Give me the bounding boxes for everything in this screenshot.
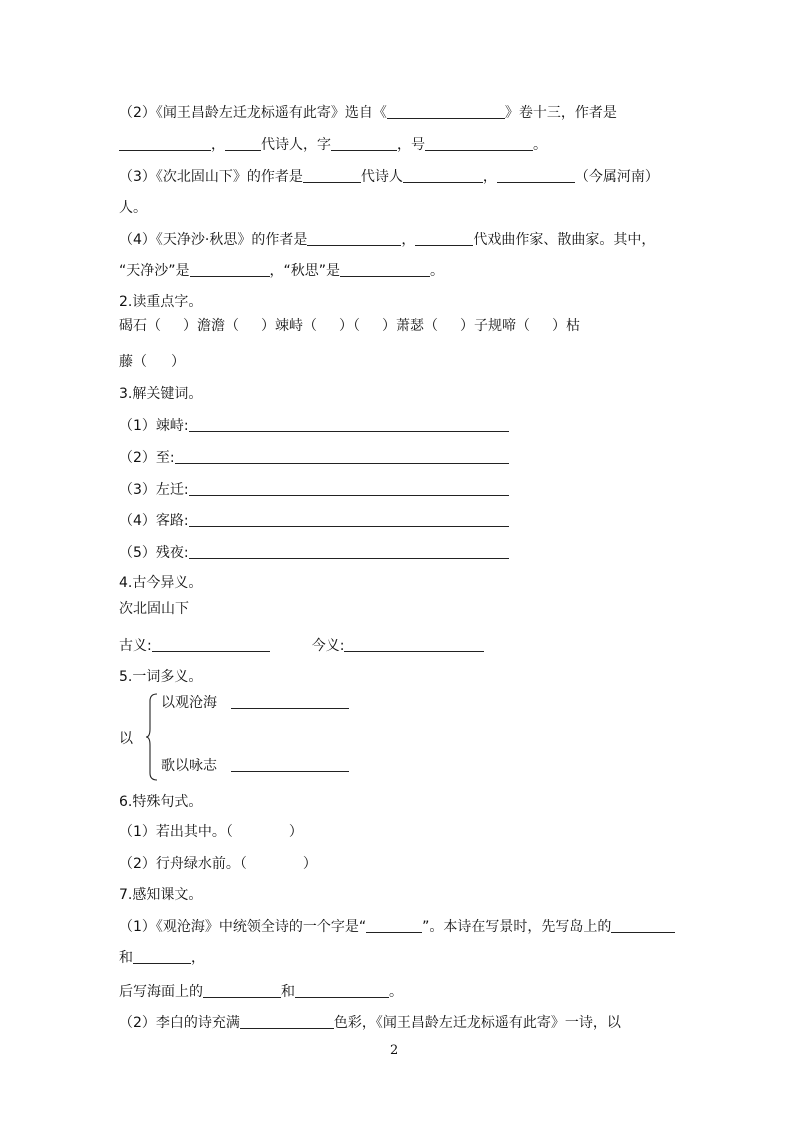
q7-line-3: 后写海面上的 和 。	[119, 984, 403, 1000]
blank-place-3[interactable]	[497, 167, 575, 183]
curly-brace-icon	[145, 693, 159, 781]
q1-line-2: （2）《闻王昌龄左迁龙标遥有此寄》选自《 》卷十三，作者是	[119, 105, 617, 121]
q5-word: 以	[119, 731, 133, 747]
q4-poem: 次北固山下	[119, 601, 189, 617]
blank-sobriquet[interactable]	[425, 135, 533, 151]
blank-island-scene-1[interactable]	[611, 917, 675, 933]
q7-line-4: （2）李白的诗充满 色彩，《闻王昌龄左迁龙标遥有此寄》一诗，以	[119, 1015, 621, 1031]
q3-item-3: （3）左迁:	[119, 480, 509, 500]
q5-sentence-2: 歌以咏志	[161, 756, 349, 776]
blank-author-4[interactable]	[307, 230, 401, 246]
answer-line-2[interactable]	[175, 448, 509, 464]
q4-meanings: 古义: 今义:	[119, 636, 484, 656]
q3-item-1: （1）竦峙:	[119, 416, 509, 436]
q3-item-2: （2）至:	[119, 448, 509, 468]
blank-modern-meaning[interactable]	[344, 636, 484, 652]
q1-line-3b: 人。	[119, 200, 147, 216]
q3-title: 3.解关键词。	[119, 386, 203, 402]
q3-item-5: （5）残夜:	[119, 543, 509, 563]
q2-line-1: 碣石（ ）澹澹（ ）竦峙（ ）（ ）萧瑟（ ）子规啼（ ）枯	[119, 318, 580, 334]
q7-line-2: 和 ，	[119, 950, 205, 966]
q2-line-2: 藤（ ）	[119, 354, 185, 370]
blank-meaning-2[interactable]	[231, 756, 349, 772]
blank-island-scene-2[interactable]	[133, 948, 191, 964]
q6-title: 6.特殊句式。	[119, 794, 203, 810]
blank-dynasty-3[interactable]	[303, 167, 361, 183]
blank-meaning-1[interactable]	[231, 693, 349, 709]
answer-line-1[interactable]	[189, 416, 509, 432]
blank-style-name[interactable]	[331, 135, 397, 151]
q1-line-4: （4）《天净沙·秋思》的作者是 ， 代戏曲作家、散曲家。其中，	[119, 232, 656, 248]
q2-title: 2.读重点字。	[119, 294, 203, 310]
blank-sea-scene-1[interactable]	[203, 982, 281, 998]
q1-line-4b: “天净沙”是 ，“秋思”是 。	[119, 263, 445, 279]
q1-line-2b: ， 代诗人，字 ，号 。	[119, 135, 547, 155]
blank-colour-style[interactable]	[240, 1013, 334, 1029]
q5-sentence-1: 以观沧海	[161, 693, 349, 713]
blank-tianjingsha[interactable]	[190, 261, 270, 277]
q6-item-1: （1）若出其中。（ ）	[119, 824, 303, 840]
blank-source-book[interactable]	[387, 103, 505, 119]
answer-line-3[interactable]	[189, 480, 509, 496]
blank-author-3[interactable]	[403, 167, 483, 183]
blank-author[interactable]	[119, 135, 211, 151]
q1-line-3: （3）《次北固山下》的作者是 代诗人 ， （今属河南）	[119, 169, 659, 185]
blank-key-word[interactable]	[366, 917, 422, 933]
q6-item-2: （2）行舟绿水前。（ ）	[119, 856, 317, 872]
blank-sea-scene-2[interactable]	[295, 982, 389, 998]
q5-title: 5.一词多义。	[119, 669, 203, 685]
answer-line-4[interactable]	[189, 511, 509, 527]
q7-line-1: （1）《观沧海》中统领全诗的一个字是“ ”。本诗在写景时，先写岛上的	[119, 917, 675, 937]
blank-dynasty[interactable]	[225, 135, 261, 151]
q3-item-4: （4）客路:	[119, 511, 509, 531]
blank-qiusi[interactable]	[340, 261, 430, 277]
blank-dynasty-4[interactable]	[415, 230, 473, 246]
q7-title: 7.感知课文。	[119, 887, 203, 903]
blank-ancient-meaning[interactable]	[152, 636, 270, 652]
answer-line-5[interactable]	[189, 543, 509, 559]
page-number: 2	[390, 1043, 399, 1058]
q4-title: 4.古今异义。	[119, 575, 203, 591]
